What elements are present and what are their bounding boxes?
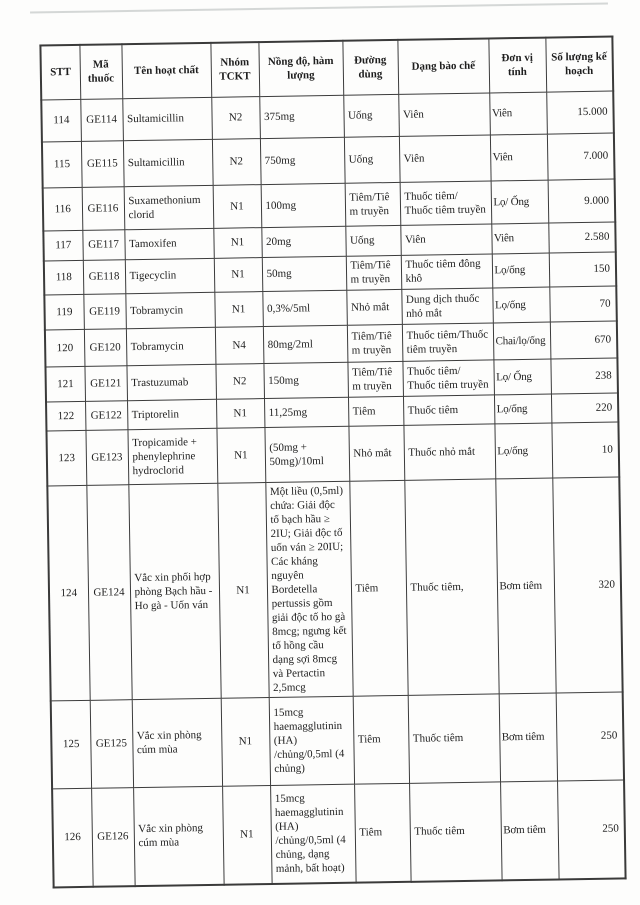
cell-duong-dung: Tiêm: [353, 695, 409, 784]
cell-duong-dung: Tiêm/Tiêm truyền: [346, 255, 402, 290]
cell-ten-hoat-chat: Tobramycin: [125, 292, 215, 328]
column-header-duong-dung: Đường dùng: [342, 40, 398, 95]
cell-stt: 124: [47, 485, 89, 701]
table-header: [40, 37, 613, 100]
cell-so-luong-ke-hoach: 10: [551, 421, 619, 477]
cell-stt: 114: [41, 99, 81, 142]
cell-so-luong-ke-hoach: 7.000: [547, 133, 615, 180]
cell-duong-dung: Tiêm/Tiêm truyền: [347, 361, 403, 397]
cell-so-luong-ke-hoach: 2.580: [548, 222, 615, 253]
cell-don-vi-tinh: Lọ/ Ống: [491, 180, 549, 224]
cell-ten-hoat-chat: Triptorelin: [127, 399, 216, 429]
cell-stt: 117: [43, 230, 82, 261]
cell-stt: 121: [45, 366, 85, 402]
cell-nong-do-ham-luong: 750mg: [260, 137, 345, 184]
cell-so-luong-ke-hoach: 320: [552, 476, 622, 692]
cell-nong-do-ham-luong: 20mg: [261, 226, 345, 257]
cell-ma-thuoc: GE114: [80, 98, 123, 141]
cell-dang-bao-che: Thuốc tiêm/Thuốc tiêm truyền: [402, 322, 494, 360]
cell-don-vi-tinh: Bơm tiêm: [499, 693, 557, 782]
cell-dang-bao-che: Thuốc tiêm: [409, 781, 502, 881]
scan-artifact-line: [30, 2, 608, 13]
cell-ma-thuoc: GE121: [84, 365, 127, 401]
cell-ma-thuoc: GE122: [85, 400, 127, 430]
cell-so-luong-ke-hoach: 238: [550, 358, 618, 394]
cell-ten-hoat-chat: Tigecyclin: [125, 258, 215, 293]
cell-stt: 119: [44, 294, 84, 330]
cell-stt: 125: [51, 700, 91, 789]
cell-nong-do-ham-luong: Một liều (0,5ml) chứa: Giải độc tố bạch hầu ≥ 2IU; Giải độc tố uốn ván ≥ 20IU; Các kháng nguyên Bordetella pertussis gồm giải độc tố ho gà 8mcg; ngưng kết tố hồng cầu dạng sợi 8mcg và Pertactin 2,5mcg: [265, 481, 352, 697]
cell-duong-dung: Tiêm/Tiêm truyền: [347, 324, 403, 362]
cell-don-vi-tinh: Viên: [490, 134, 548, 181]
cell-nong-do-ham-luong: 150mg: [263, 362, 348, 398]
cell-ten-hoat-chat: Tobramycin: [126, 327, 216, 365]
cell-duong-dung: Nhỏ mắt: [346, 289, 402, 325]
cell-so-luong-ke-hoach: 15.000: [546, 91, 614, 134]
cell-nong-do-ham-luong: 50mg: [262, 256, 347, 291]
cell-ten-hoat-chat: Sultamicillin: [123, 139, 213, 186]
table-body: [41, 91, 625, 888]
cell-so-luong-ke-hoach: 670: [550, 321, 618, 359]
cell-don-vi-tinh: Viên: [489, 92, 547, 135]
cell-dang-bao-che: Thuốc tiêm/ Thuốc tiêm truyền: [400, 180, 492, 224]
cell-stt: 123: [46, 430, 86, 486]
cell-nhom-tckt: N1: [213, 227, 261, 258]
cell-nhom-tckt: N1: [214, 291, 263, 327]
cell-ma-thuoc: GE117: [82, 229, 124, 260]
cell-stt: 122: [46, 401, 85, 431]
column-header-ten-hoat-chat: Tên hoạt chất: [121, 43, 211, 98]
cell-stt: 118: [44, 260, 84, 295]
header-row: [40, 37, 613, 100]
cell-stt: 126: [52, 788, 93, 888]
cell-ma-thuoc: GE118: [83, 259, 126, 294]
cell-nhom-tckt: N1: [213, 184, 262, 228]
cell-dang-bao-che: Dung dịch thuốc nhỏ mắt: [401, 287, 493, 323]
table-wrapper: [39, 36, 624, 889]
cell-ten-hoat-chat: Vắc xin phòng cúm mùa: [133, 786, 224, 886]
drug-table: [39, 36, 626, 889]
cell-ma-thuoc: GE120: [84, 328, 127, 366]
cell-stt: 115: [42, 141, 82, 188]
cell-duong-dung: Tiêm/Tiêm truyền: [345, 182, 401, 226]
cell-nhom-tckt: N2: [215, 363, 264, 399]
cell-duong-dung: Uống: [345, 225, 400, 256]
cell-ten-hoat-chat: Sultamicillin: [122, 97, 212, 140]
cell-nong-do-ham-luong: 15mcg haemagglutinin (HA) /chủng/0,5ml (4 chủng): [269, 696, 354, 785]
cell-nhom-tckt: N1: [217, 482, 268, 698]
cell-nhom-tckt: N1: [214, 257, 263, 292]
cell-nong-do-ham-luong: 11,25mg: [264, 397, 348, 427]
column-header-don-vi-tinh: Đơn vị tính: [488, 38, 546, 93]
cell-ten-hoat-chat: Vắc xin phối hợp phòng Bạch hầu - Ho gà - Uốn ván: [128, 483, 220, 699]
cell-nhom-tckt: N1: [216, 398, 264, 428]
cell-nong-do-ham-luong: 15mcg haemagglutinin (HA) /chủng/0,5ml (4 chủng, dạng mảnh, bất hoạt): [270, 784, 356, 884]
cell-don-vi-tinh: Lọ/ Ống: [493, 359, 551, 395]
cell-dang-bao-che: Thuốc tiêm/ Thuốc tiêm truyền: [402, 359, 494, 395]
cell-ten-hoat-chat: Tamoxifen: [124, 228, 213, 259]
cell-dang-bao-che: Thuốc tiêm: [403, 394, 494, 424]
cell-dang-bao-che: Thuốc tiêm: [408, 693, 500, 782]
cell-don-vi-tinh: Lọ/ống: [492, 253, 550, 288]
cell-don-vi-tinh: Bơm tiêm: [495, 478, 555, 694]
cell-don-vi-tinh: Lọ/ống: [494, 423, 552, 479]
cell-duong-dung: Uống: [343, 94, 399, 137]
column-header-stt: STT: [40, 45, 80, 100]
cell-nong-do-ham-luong: 375mg: [259, 95, 344, 138]
column-header-ma-thuoc: Mã thuốc: [79, 44, 122, 99]
cell-duong-dung: Nhỏ mắt: [348, 425, 404, 481]
cell-so-luong-ke-hoach: 250: [556, 691, 624, 780]
cell-nhom-tckt: N2: [211, 96, 260, 139]
cell-ma-thuoc: GE125: [90, 699, 133, 788]
cell-nong-do-ham-luong: 80mg/2ml: [263, 325, 348, 363]
cell-dang-bao-che: Viên: [399, 134, 491, 181]
cell-ten-hoat-chat: Vắc xin phòng cúm mùa: [132, 698, 222, 787]
cell-duong-dung: Tiêm: [349, 480, 407, 696]
cell-nong-do-ham-luong: (50mg + 50mg)/10ml: [264, 426, 349, 482]
cell-ten-hoat-chat: Suxamethonium clorid: [124, 185, 214, 229]
cell-dang-bao-che: Viên: [400, 223, 491, 254]
cell-don-vi-tinh: Viên: [491, 223, 548, 254]
cell-duong-dung: Tiêm: [354, 783, 411, 883]
cell-nhom-tckt: N1: [222, 785, 272, 885]
cell-nhom-tckt: N4: [215, 326, 264, 364]
cell-nhom-tckt: N2: [212, 138, 261, 185]
cell-so-luong-ke-hoach: 220: [551, 393, 618, 423]
table-row: [51, 691, 624, 788]
cell-dang-bao-che: Thuốc nhỏ mắt: [403, 423, 495, 479]
cell-ma-thuoc: GE116: [82, 186, 125, 230]
column-header-so-luong-ke-hoach: Số lượng kế hoạch: [545, 37, 613, 92]
cell-ten-hoat-chat: Trastuzumab: [126, 364, 216, 400]
cell-nhom-tckt: N1: [221, 697, 270, 786]
cell-nong-do-ham-luong: 100mg: [261, 183, 346, 227]
cell-ma-thuoc: GE124: [86, 484, 131, 700]
cell-duong-dung: Uống: [344, 136, 400, 183]
cell-ten-hoat-chat: Tropicamide + phenylephrine hydroclorid: [127, 428, 217, 484]
cell-nhom-tckt: N1: [216, 427, 265, 483]
cell-dang-bao-che: Viên: [398, 92, 490, 135]
table-row: [46, 421, 619, 485]
cell-so-luong-ke-hoach: 250: [557, 779, 626, 879]
column-header-dang-bao-che: Dạng bào chế: [397, 38, 489, 93]
cell-nong-do-ham-luong: 0,3%/5ml: [262, 290, 347, 326]
cell-don-vi-tinh: Lọ/ống: [492, 287, 550, 323]
column-header-nhom-tckt: Nhóm TCKT: [210, 42, 259, 97]
cell-ma-thuoc: GE119: [83, 293, 126, 329]
cell-don-vi-tinh: Lọ/ống: [494, 394, 551, 424]
cell-so-luong-ke-hoach: 150: [549, 252, 617, 287]
cell-ma-thuoc: GE123: [85, 429, 128, 485]
cell-stt: 120: [45, 329, 85, 367]
cell-so-luong-ke-hoach: 9.000: [548, 179, 616, 223]
column-header-nong-do-ham-luong: Nồng độ, hàm lượng: [258, 41, 343, 96]
cell-stt: 116: [43, 187, 83, 231]
table-row: [52, 779, 625, 887]
cell-ma-thuoc: GE115: [81, 140, 124, 187]
cell-dang-bao-che: Thuốc tiêm,: [404, 478, 498, 694]
cell-don-vi-tinh: Bơm tiêm: [500, 781, 559, 881]
table-row: [47, 476, 622, 700]
cell-so-luong-ke-hoach: 70: [549, 286, 617, 322]
cell-ma-thuoc: GE126: [91, 787, 135, 887]
cell-dang-bao-che: Thuốc tiêm đông khô: [401, 253, 493, 288]
cell-don-vi-tinh: Chai/lọ/ống: [493, 322, 551, 360]
cell-duong-dung: Tiêm: [348, 396, 403, 426]
